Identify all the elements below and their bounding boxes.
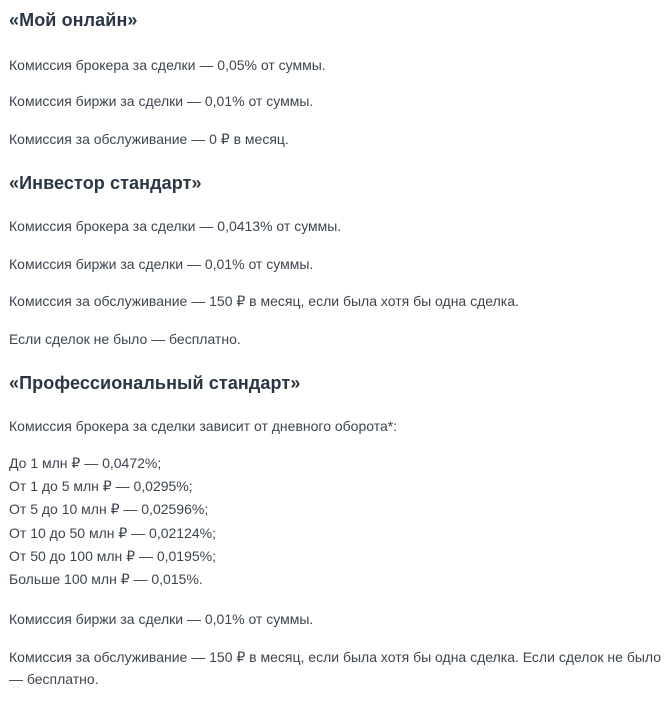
turnover-tier-item: От 1 до 5 млн ₽ — 0,0295%; (9, 478, 193, 495)
broker-fee-line: Комиссия брокера за сделки — 0,05% от суммы. (9, 57, 326, 73)
section-title-professional-standard: «Профессиональный стандарт» (9, 373, 301, 393)
turnover-tier-item: От 10 до 50 млн ₽ — 0,02124%; (9, 524, 217, 541)
turnover-tier-item: Больше 100 млн ₽ — 0,015%. (9, 571, 203, 588)
service-fee-line: Комиссия за обслуживание — 150 ₽ в месяц, если была хотя бы одна сделка. (9, 293, 519, 309)
broker-fee-intro: Комиссия брокера за сделки зависит от дневного оборота*: (9, 418, 398, 434)
service-fee-line: Комиссия за обслуживание — 150 ₽ в месяц, если была хотя бы одна сделка. Если сделок не было — бесплатно. (9, 649, 662, 687)
turnover-tier-list (9, 452, 216, 591)
exchange-fee-line: Комиссия биржи за сделки — 0,01% от суммы. (9, 611, 314, 627)
exchange-fee-line: Комиссия биржи за сделки — 0,01% от суммы. (9, 256, 314, 272)
turnover-tier-item: До 1 млн ₽ — 0,0472%; (9, 455, 162, 471)
turnover-tier-item: От 5 до 10 млн ₽ — 0,02596%; (9, 501, 209, 518)
broker-fee-line: Комиссия брокера за сделки — 0,0413% от суммы. (9, 218, 342, 234)
service-fee-line: Комиссия за обслуживание — 0 ₽ в месяц. (9, 131, 289, 147)
free-condition-line: Если сделок не было — бесплатно. (9, 331, 241, 347)
section-title-moy-online: «Мой онлайн» (9, 10, 138, 30)
exchange-fee-line: Комиссия биржи за сделки — 0,01% от суммы. (9, 93, 314, 109)
turnover-tier-item: От 50 до 100 млн ₽ — 0,0195%; (9, 547, 217, 564)
section-title-investor-standard: «Инвестор стандарт» (9, 173, 202, 193)
